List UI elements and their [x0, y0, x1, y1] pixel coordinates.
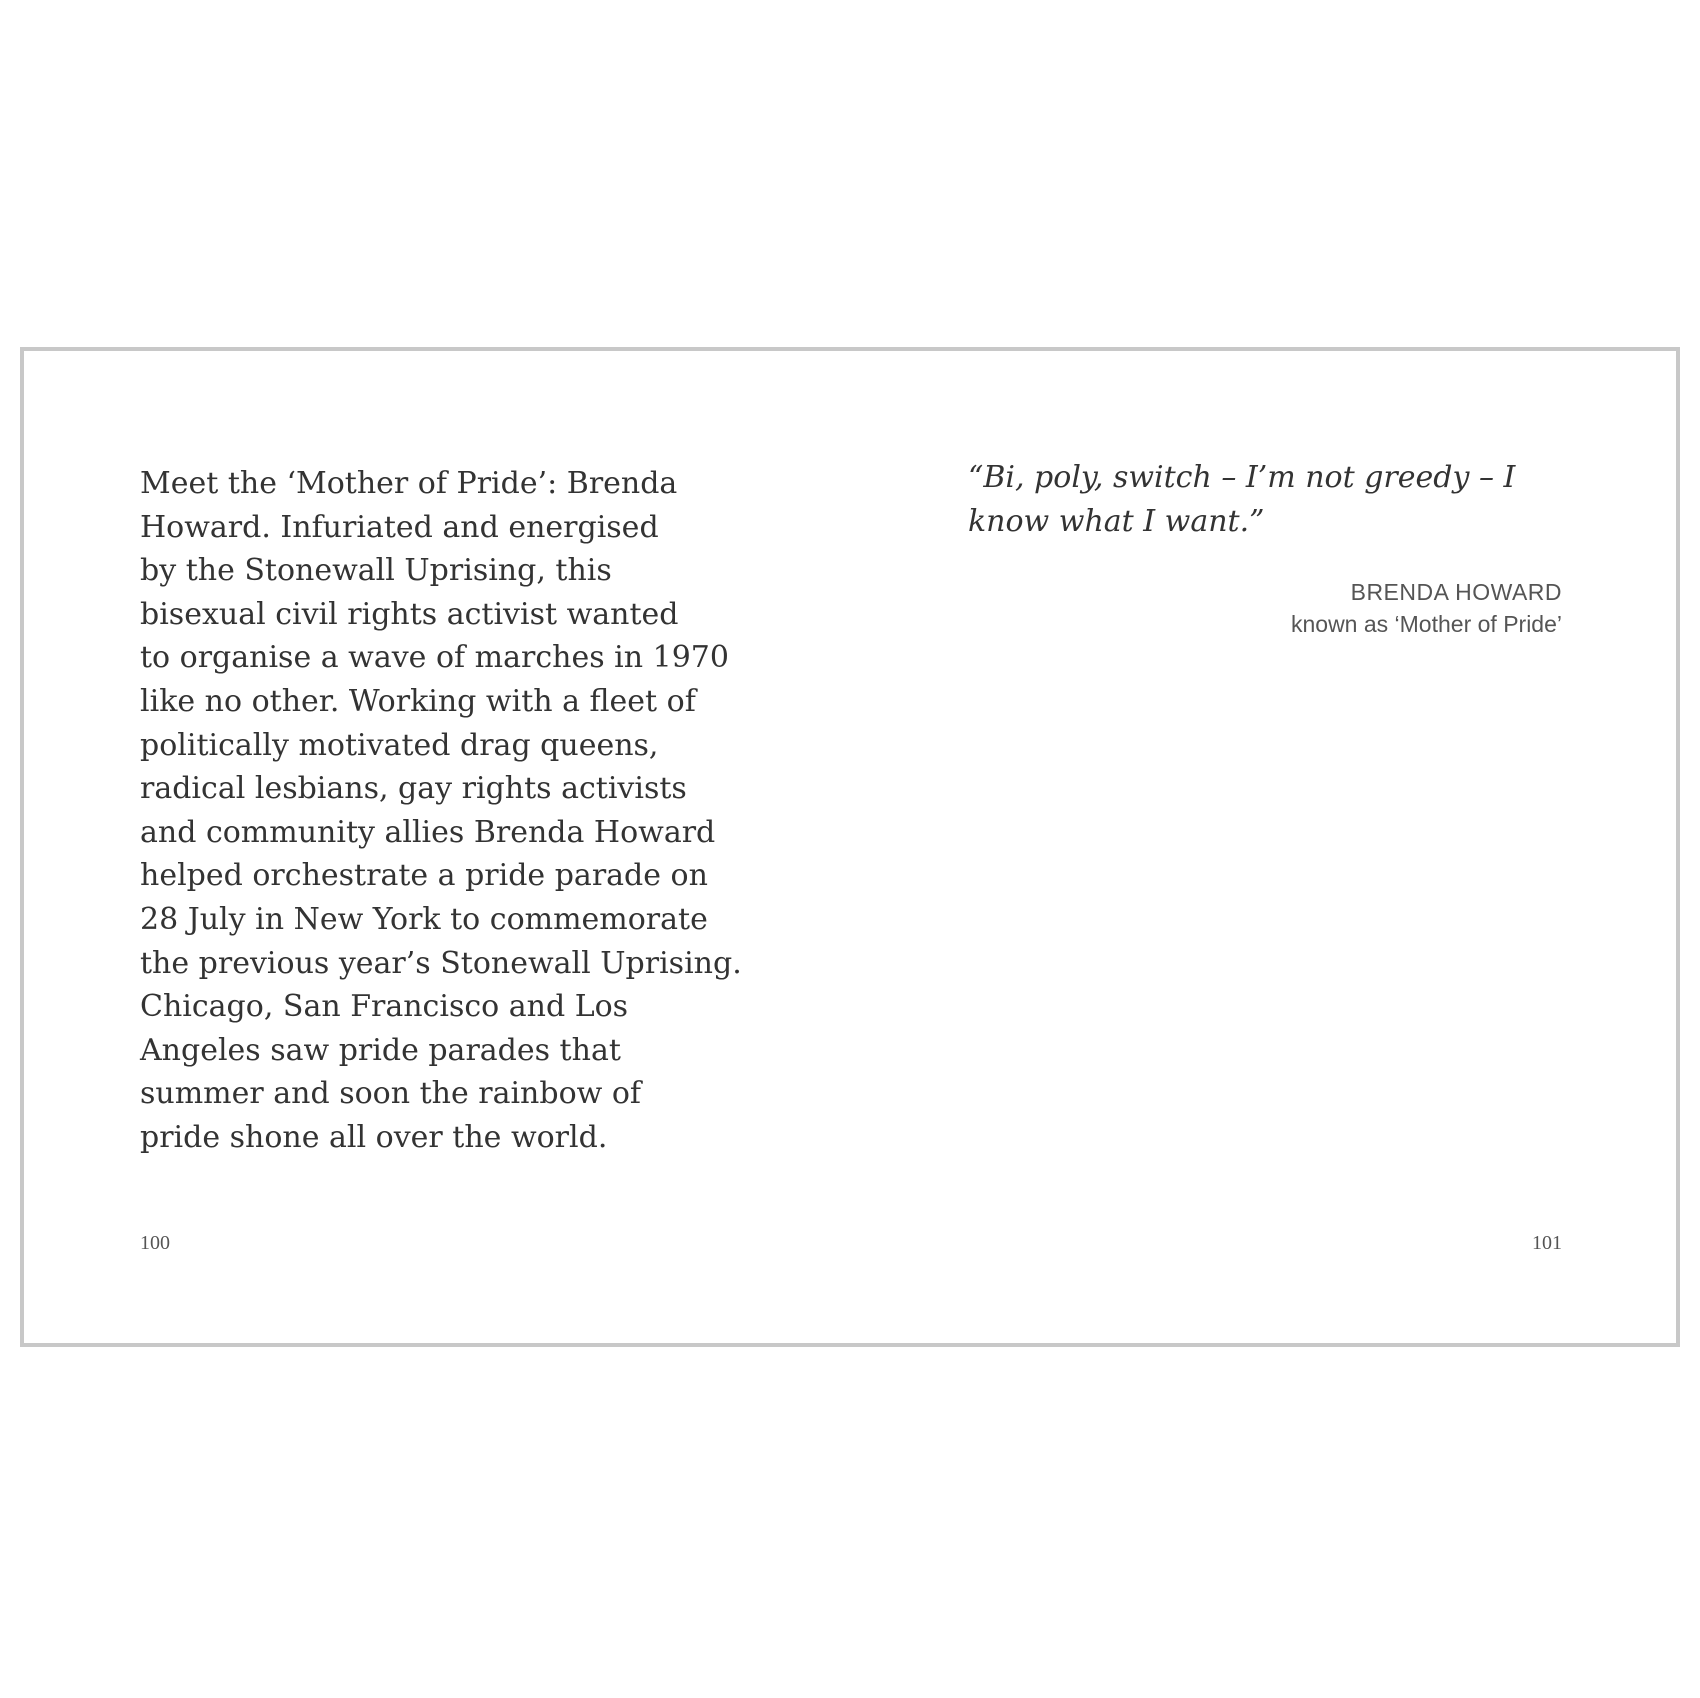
body-line: 28 July in New York to commemorate [140, 901, 708, 937]
page-number-right: 101 [1532, 1232, 1562, 1254]
attribution-name: BRENDA HOWARD [1350, 579, 1562, 605]
body-line: like no other. Working with a fleet of [140, 683, 696, 719]
body-line: Angeles saw pride parades that [140, 1032, 621, 1068]
quote-attribution [1291, 576, 1562, 640]
body-line: radical lesbians, gay rights activists [140, 771, 687, 807]
pull-quote [968, 456, 1588, 543]
body-line: Chicago, San Francisco and Los [140, 989, 629, 1025]
body-line: and community allies Brenda Howard [140, 814, 716, 850]
body-line: Meet the ‘Mother of Pride’: Brenda [140, 466, 678, 501]
attribution-role: known as ‘Mother of Pride’ [1290, 611, 1562, 637]
body-line: to organise a wave of marches in 1970 [140, 640, 729, 676]
body-line: the previous year’s Stonewall Uprising. [140, 945, 742, 981]
body-line: politically motivated drag queens, [140, 727, 659, 763]
quote-line: know what I want.” [968, 503, 1265, 539]
body-line: pride shone all over the world. [140, 1119, 608, 1155]
body-line: helped orchestrate a pride parade on [140, 858, 708, 894]
body-line: Howard. Infuriated and energised [140, 509, 659, 545]
page-number-left: 100 [140, 1232, 170, 1254]
body-text [140, 462, 760, 1160]
body-line: by the Stonewall Uprising, this [140, 553, 612, 589]
body-line: summer and soon the rainbow of [140, 1076, 642, 1112]
quote-line: “Bi, poly, switch – I’m not greedy – I [968, 460, 1516, 495]
body-line: bisexual civil rights activist wanted [140, 596, 679, 632]
